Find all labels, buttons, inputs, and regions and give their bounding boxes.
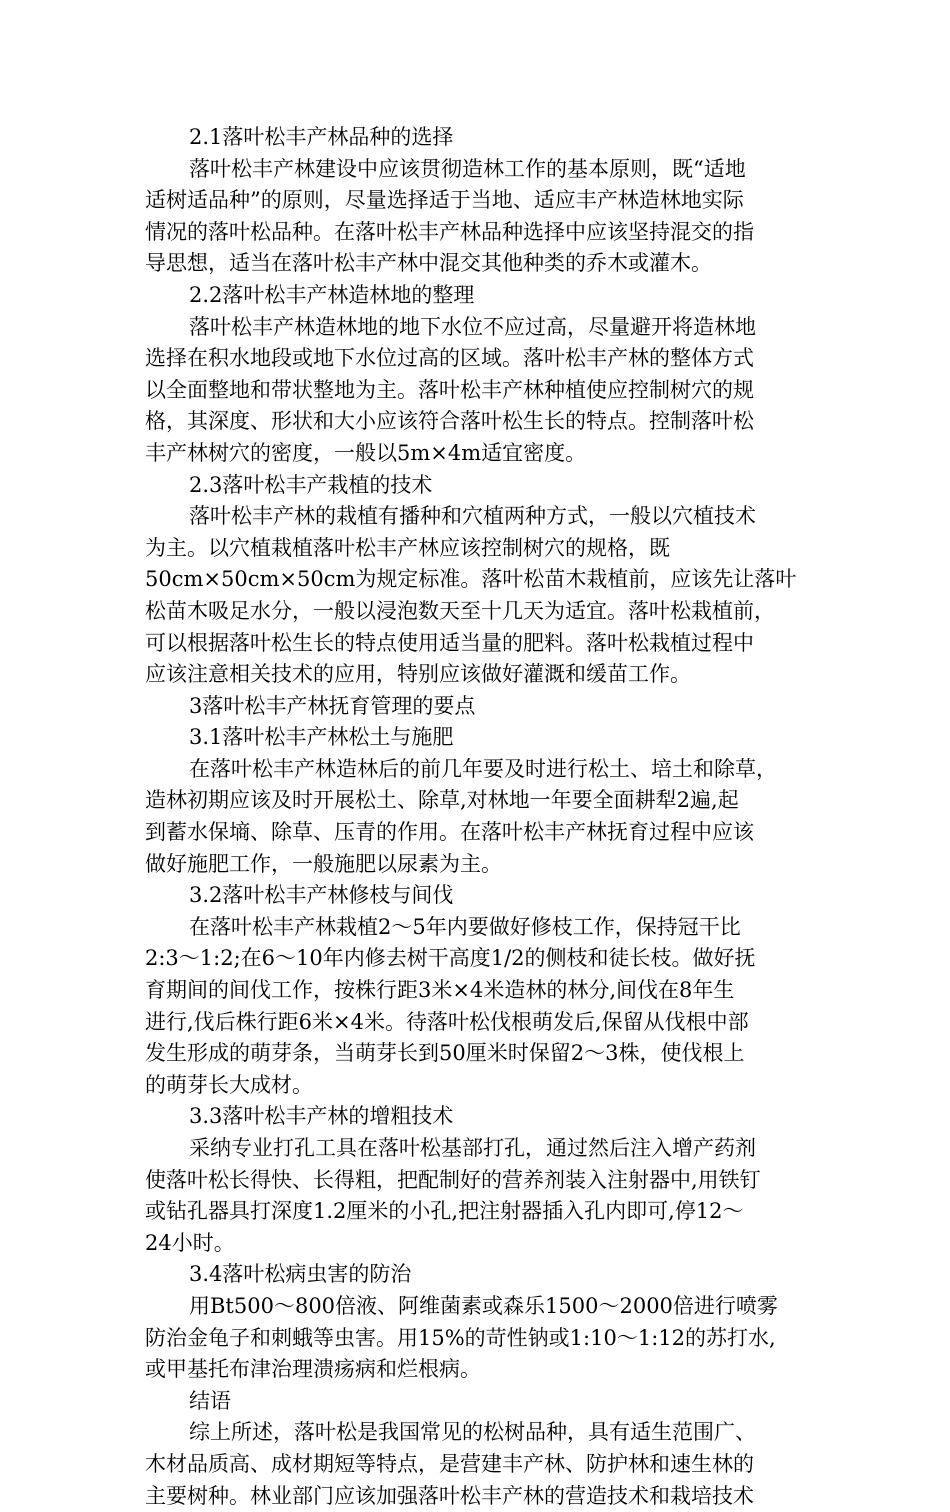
paragraph-line: 到蓄水保墒、除草、压青的作用。在落叶松丰产林抚育过程中应该: [145, 820, 754, 845]
paragraph-line: 情况的落叶松品种。在落叶松丰产林品种选择中应该坚持混交的指: [145, 219, 754, 244]
paragraph-start-line: 落叶松丰产林建设中应该贯彻造林工作的基本原则，既“适地: [189, 156, 746, 181]
paragraph-line: 以全面整地和带状整地为主。落叶松丰产林种植使应控制树穴的规: [145, 377, 754, 402]
paragraph-line: 主要树种。林业部门应该加强落叶松丰产林的营造技术和栽培技术: [145, 1483, 754, 1508]
paragraph-start-line: 综上所述，落叶松是我国常见的松树品种，具有适生范围广、: [189, 1420, 756, 1445]
paragraph-line: 2:3～1:2;在6～10年内修去树干高度1/2的侧枝和徒长枝。做好抚: [145, 946, 756, 971]
paragraph-start-line: 采纳专业打孔工具在落叶松基部打孔，通过然后注入增产药剂: [189, 1136, 756, 1160]
paragraph-line: 或钻孔器具打深度1.2厘米的小孔,把注射器插入孔内即可,停12～: [145, 1199, 744, 1224]
paragraph-start-line: 2.1落叶松丰产林品种的选择: [189, 125, 454, 149]
document-body: [145, 122, 805, 1512]
paragraph-line: 做好施肥工作，一般施肥以尿素为主。: [145, 851, 502, 876]
paragraph-line: 防治金龟子和刺蛾等虫害。用15%的苛性钠或1:10～1:12的苏打水,: [145, 1325, 776, 1350]
paragraph-start-line: 结语: [189, 1388, 231, 1413]
paragraph-start-line: 2.3落叶松丰产栽植的技术: [189, 472, 433, 497]
paragraph-line: 育期间的间伐工作，按株行距3米×4米造林的林分,间伐在8年生: [145, 978, 735, 1003]
paragraph-start-line: 在落叶松丰产林栽植2～5年内要做好修枝工作，保持冠干比: [189, 914, 741, 939]
paragraph-start-line: 3.3落叶松丰产林的增粗技术: [189, 1104, 454, 1129]
paragraph-start-line: 2.2落叶松丰产林造林地的整理: [189, 282, 475, 307]
paragraph-line: 50cm×50cm×50cm为规定标准。落叶松苗木栽植前，应该先让落叶: [145, 567, 797, 592]
paragraph-line: 24小时。: [145, 1230, 235, 1255]
paragraph-line: 的萌芽长大成材。: [145, 1072, 313, 1097]
paragraph-line: 木材品质高、成材期短等特点，是营建丰产林、防护林和速生林的: [145, 1451, 754, 1476]
paragraph-line: 造林初期应该及时开展松土、除草,对林地一年要全面耕犁2遍,起: [145, 788, 739, 813]
paragraph-start-line: 在落叶松丰产林造林后的前几年要及时进行松土、培土和除草，: [189, 756, 777, 781]
paragraph-start-line: 落叶松丰产林的栽植有播种和穴植两种方式，一般以穴植技术: [189, 504, 756, 529]
paragraph-line: 或甲基托布津治理溃疡病和烂根病。: [145, 1357, 481, 1382]
paragraph-line: 导思想，适当在落叶松丰产林中混交其他种类的乔木或灌木。: [145, 251, 712, 276]
paragraph-start-line: 3.1落叶松丰产林松土与施肥: [189, 725, 454, 750]
paragraph-line: 为主。以穴植栽植落叶松丰产林应该控制树穴的规格，既: [145, 535, 670, 560]
paragraph-line: 使落叶松长得快、长得粗，把配制好的营养剂装入注射器中,用铁钉: [145, 1167, 761, 1192]
paragraph-line: 发生形成的萌芽条，当萌芽长到50厘米时保留2～3株，使伐根上: [145, 1041, 745, 1066]
paragraph-start-line: 用Bt500～800倍液、阿维菌素或森乐1500～2000倍进行喷雾: [189, 1293, 778, 1318]
paragraph-start-line: 3.2落叶松丰产林修枝与间伐: [189, 883, 454, 908]
paragraph-start-line: 落叶松丰产林造林地的地下水位不应过高，尽量避开将造林地: [189, 314, 756, 339]
paragraph-start-line: 3.4落叶松病虫害的防治: [189, 1262, 412, 1287]
paragraph-start-line: 3落叶松丰产林抚育管理的要点: [189, 693, 476, 718]
paragraph-line: 适树适品种”的原则，尽量选择适于当地、适应丰产林造林地实际: [145, 188, 744, 213]
paragraph-line: 应该注意相关技术的应用，特别应该做好灌溉和缓苗工作。: [145, 662, 691, 687]
paragraph-line: 格，其深度、形状和大小应该符合落叶松生长的特点。控制落叶松: [145, 409, 754, 434]
paragraph-line: 进行,伐后株行距6米×4米。待落叶松伐根萌发后,保留从伐根中部: [145, 1009, 749, 1034]
paragraph-line: 选择在积水地段或地下水位过高的区域。落叶松丰产林的整体方式: [145, 346, 754, 371]
paragraph-line: 可以根据落叶松生长的特点使用适当量的肥料。落叶松栽植过程中: [145, 630, 754, 655]
paragraph-line: 丰产林树穴的密度，一般以5m×4m适宜密度。: [145, 440, 587, 465]
paragraph-line: 松苗木吸足水分，一般以浸泡数天至十几天为适宜。落叶松栽植前，: [145, 598, 775, 623]
